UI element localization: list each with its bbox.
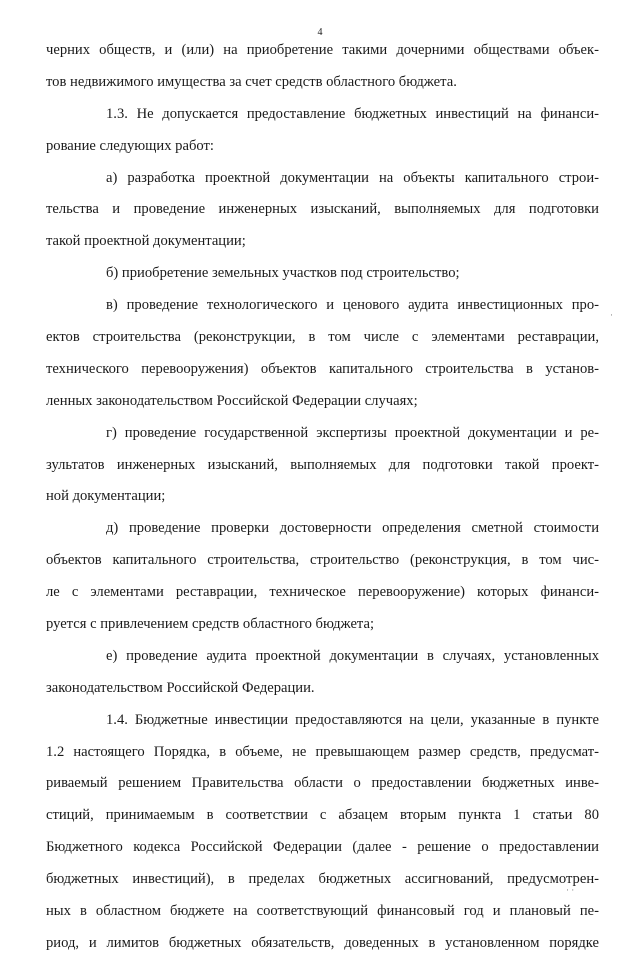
text-line: такой проектной документации;: [46, 233, 246, 250]
text-line: бюджетных инвестиций), в пределах бюджетных ассигнований, предусмотрен-: [46, 871, 599, 888]
margin-mark: ·: [610, 310, 613, 320]
text-line: б) приобретение земельных участков под строительство;: [106, 265, 460, 282]
text-line: ленных законодательством Российской Федерации случаях;: [46, 392, 418, 409]
text-line: руется с привлечением средств областного бюджета;: [46, 616, 375, 633]
text-line: зультатов инженерных изысканий, выполняемых для подготовки такой проект-: [46, 456, 599, 473]
page-number: 4: [317, 27, 323, 38]
text-line: ле с элементами реставрации, техническое перевооружение) которых финанси-: [46, 584, 599, 601]
text-line: а) разработка проектной документации на объекты капитального строи-: [106, 169, 599, 186]
document-body: [46, 35, 599, 960]
text-line: законодательством Российской Федерации.: [46, 679, 315, 696]
text-line: е) проведение аудита проектной документации в случаях, установленных: [106, 647, 599, 664]
text-line: ных в областном бюджете на соответствующий финансовый год и плановый пе-: [46, 903, 599, 920]
text-line: рование следующих работ:: [46, 137, 214, 154]
text-line: риод, и лимитов бюджетных обязательств, доведенных в установленном порядке: [46, 934, 599, 951]
text-line: стиций, принимаемым в соответствии с абзацем вторым пункта 1 статьи 80: [46, 807, 599, 824]
text-line: тельства и проведение инженерных изысканий, выполняемых для подготовки: [46, 201, 599, 218]
text-line: ектов строительства (реконструкции, в том числе с элементами реставрации,: [46, 329, 599, 346]
text-line: 1.3. Не допускается предоставление бюджетных инвестиций на финанси-: [106, 105, 599, 122]
text-line: ной документации;: [46, 488, 166, 505]
text-line: д) проведение проверки достоверности определения сметной стоимости: [106, 520, 599, 537]
text-line: черних обществ, и (или) на приобретение такими дочерними обществами объек-: [46, 42, 599, 58]
text-line: 1.2 настоящего Порядка, в объеме, не превышающем размер средств, предусмат-: [46, 743, 599, 760]
text-line: объектов капитального строительства, строительство (реконструкция, в том чис-: [46, 552, 599, 569]
text-line: в) проведение технологического и ценового аудита инвестиционных про-: [106, 297, 599, 314]
text-line: г) проведение государственной экспертизы проектной документации и ре-: [106, 424, 599, 441]
corner-mark: · ·: [566, 885, 575, 895]
text-line: технического перевооружения) объектов капитального строительства в установ-: [46, 360, 599, 377]
text-line: 1.4. Бюджетные инвестиции предоставляются на цели, указанные в пункте: [106, 711, 599, 728]
text-line: риваемый решением Правительства области о предоставлении бюджетных инве-: [46, 775, 599, 792]
text-line: тов недвижимого имущества за счет средств областного бюджета.: [46, 73, 457, 90]
text-line: Бюджетного кодекса Российской Федерации (далее - решение о предоставлении: [46, 839, 599, 856]
